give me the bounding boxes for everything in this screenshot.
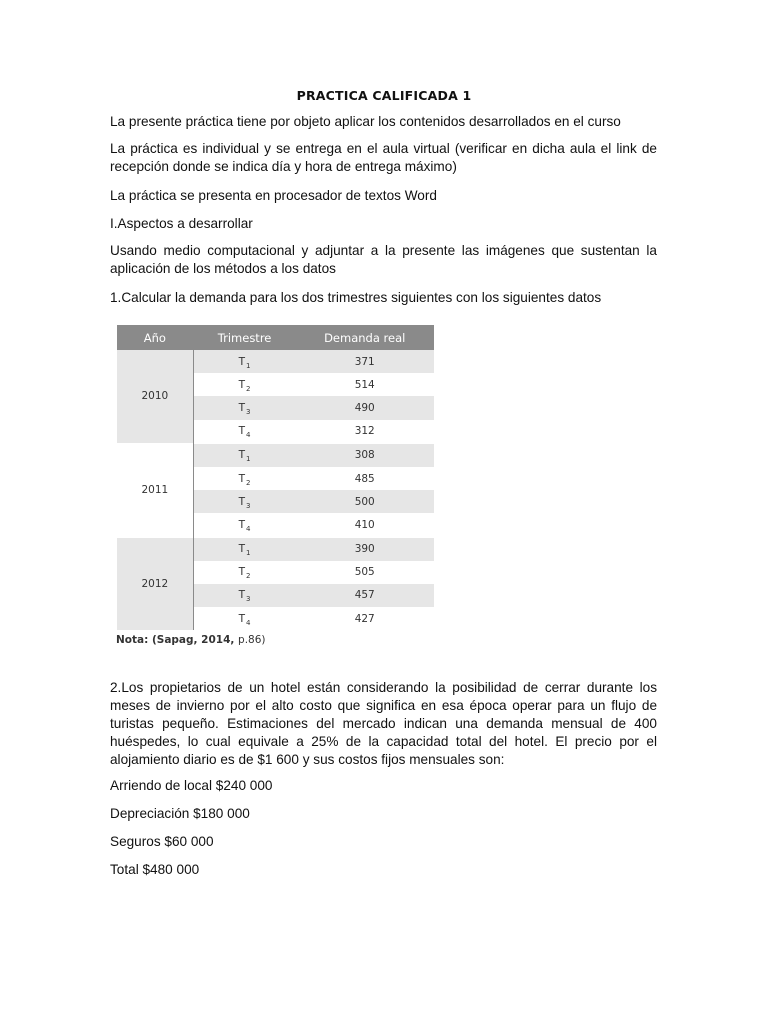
cost-depreciation: Depreciación $180 000 <box>110 806 250 821</box>
trimester-cell <box>193 513 295 537</box>
trimester-number: 4 <box>246 431 251 440</box>
trimester-cell <box>193 607 295 630</box>
demand-cell: 410 <box>354 518 375 531</box>
demand-table <box>117 325 434 630</box>
trimester-letter: T <box>238 495 246 508</box>
trimester-letter: T <box>238 543 246 556</box>
question-2: 2.Los propietarios de un hotel están considerando la posibilidad de cerrar durante los meses de invierno por el alto costo que significa en esa época operar para un flujo de turistas pequeño. Estimaciones del mercado indican una demanda mensual de 400 huéspedes, lo cual equivale a 25% de la capacidad total del hotel. El precio por el alojamiento diario es de $1 600 y sus costos fijos mensuales son: <box>110 680 657 767</box>
trimester-letter: T <box>238 355 246 368</box>
cost-insurance: Seguros $60 000 <box>110 834 214 849</box>
paragraph-objective: La presente práctica tiene por objeto aplicar los contenidos desarrollados en el curso <box>110 114 621 129</box>
demand-cell: 371 <box>295 350 434 373</box>
note-label: Nota: <box>116 634 152 646</box>
question-1: 1.Calcular la demanda para los dos trimestres siguientes con los siguientes datos <box>110 290 602 305</box>
document-title: PRACTICA CALIFICADA 1 <box>296 88 472 103</box>
year-cell: 2011 <box>117 443 193 537</box>
trimester-number: 3 <box>246 501 251 510</box>
note-source: (Sapag, 2014, <box>151 634 239 646</box>
trimester-number: 2 <box>246 572 251 581</box>
header-year: Año <box>117 325 193 350</box>
note-page: p.86) <box>238 634 266 646</box>
trimester-letter: T <box>238 401 246 414</box>
trimester-letter: T <box>238 566 246 579</box>
trimester-number: 4 <box>246 524 251 533</box>
trimester-cell <box>193 396 295 419</box>
trimester-number: 1 <box>246 361 251 370</box>
cost-rent: Arriendo de local $240 000 <box>110 778 273 793</box>
demand-cell: 308 <box>295 443 434 467</box>
year-cell: 2010 <box>117 350 193 443</box>
paragraph-computational: Usando medio computacional y adjuntar a la presente las imágenes que sustentan la aplicación de los métodos a los datos <box>110 243 657 276</box>
trimester-cell <box>193 420 295 444</box>
trimester-number: 4 <box>246 618 251 627</box>
trimester-letter: T <box>238 589 246 602</box>
demand-cell: 485 <box>354 472 375 485</box>
trimester-letter: T <box>238 472 246 485</box>
header-demand: Demanda real <box>295 325 434 350</box>
trimester-cell <box>193 561 295 584</box>
demand-cell: 505 <box>354 566 375 579</box>
trimester-cell <box>193 584 295 607</box>
trimester-number: 3 <box>246 407 251 416</box>
trimester-cell <box>193 443 295 467</box>
demand-cell: 457 <box>295 584 434 607</box>
trimester-number: 2 <box>246 478 251 487</box>
trimester-number: 1 <box>246 455 251 464</box>
demand-cell: 427 <box>354 612 375 625</box>
cost-total: Total $480 000 <box>110 862 200 877</box>
trimester-cell <box>193 373 295 396</box>
trimester-cell <box>193 467 295 490</box>
trimester-cell <box>193 490 295 513</box>
table-header-row <box>117 325 434 350</box>
trimester-cell <box>193 537 295 561</box>
trimester-number: 3 <box>246 595 251 604</box>
demand-cell: 490 <box>295 396 434 419</box>
trimester-number: 2 <box>246 384 251 393</box>
trimester-letter: T <box>238 425 246 438</box>
trimester-letter: T <box>238 378 246 391</box>
year-cell: 2012 <box>117 537 193 630</box>
header-trimester: Trimestre <box>193 325 295 350</box>
demand-cell: 514 <box>354 378 375 391</box>
trimester-letter: T <box>238 612 246 625</box>
table-row <box>117 443 434 467</box>
table-note <box>116 634 266 646</box>
table-row <box>117 537 434 561</box>
table-row <box>117 350 434 373</box>
demand-cell: 390 <box>295 537 434 561</box>
section-heading-aspects: I.Aspectos a desarrollar <box>110 216 253 231</box>
trimester-letter: T <box>238 449 246 462</box>
trimester-cell <box>193 350 295 373</box>
paragraph-word: La práctica se presenta en procesador de textos Word <box>110 188 437 203</box>
trimester-number: 1 <box>246 549 251 558</box>
trimester-letter: T <box>238 518 246 531</box>
demand-cell: 500 <box>295 490 434 513</box>
paragraph-individual: La práctica es individual y se entrega en el aula virtual (verificar en dicha aula el link de recepción donde se indica día y hora de entrega máximo) <box>110 141 657 174</box>
demand-cell: 312 <box>354 425 375 438</box>
